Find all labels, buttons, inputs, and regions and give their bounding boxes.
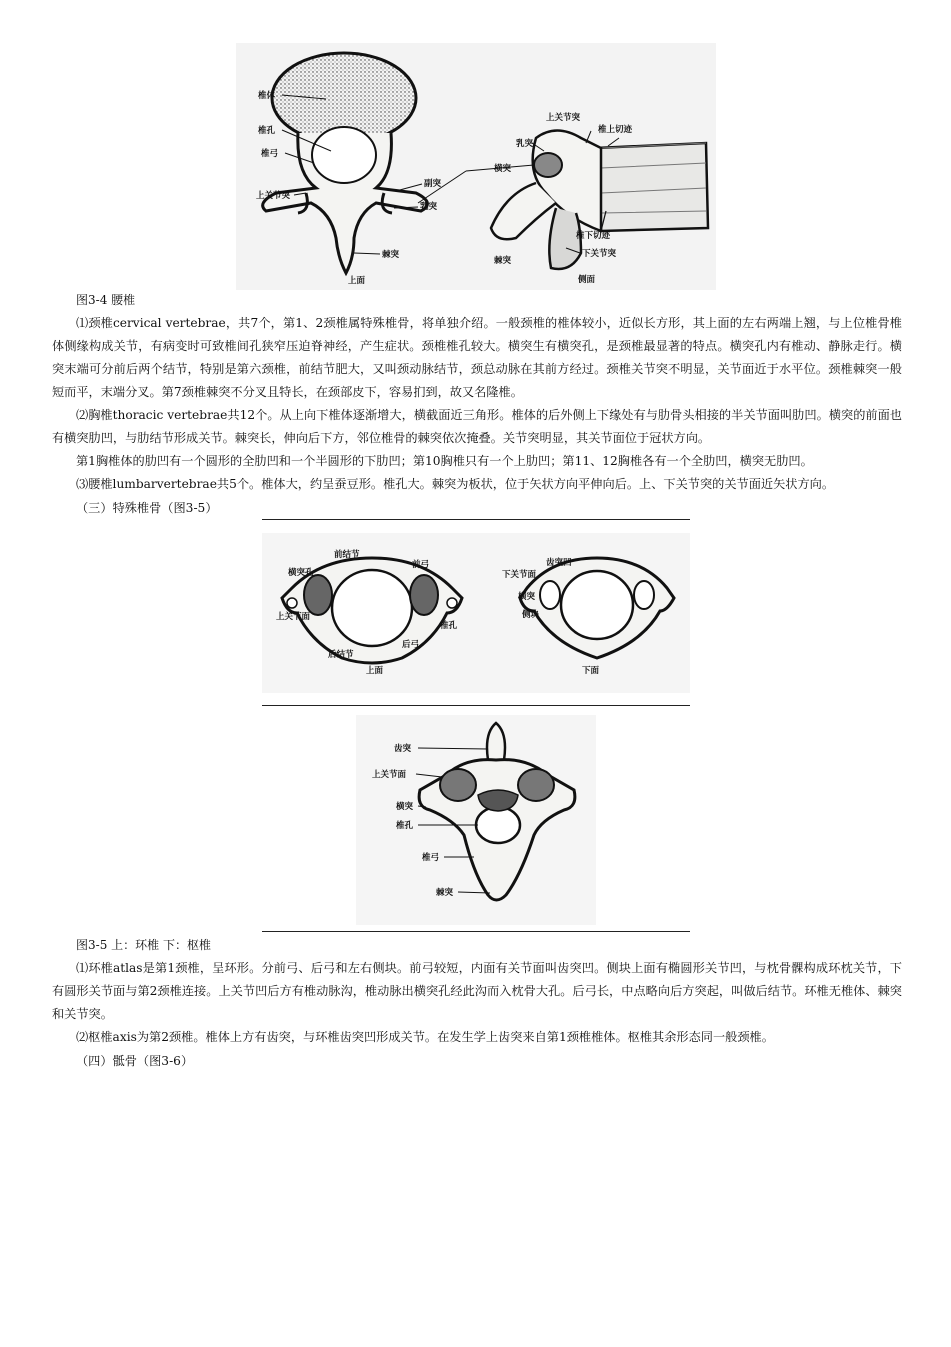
label-posterior-arch: 后弓 [402, 640, 420, 650]
label-superior-articular-facet: 上关节面 [276, 612, 311, 622]
label-vertebral-foramen: 椎孔 [396, 821, 414, 831]
section-special-vertebrae [52, 957, 902, 1049]
figure-3-4-drawing [236, 43, 716, 290]
figure-3-5-atlas [262, 533, 690, 693]
label-vertebral-foramen: 椎孔 [258, 126, 276, 136]
label-superior-articular-process: 上关节突 [256, 191, 291, 201]
section-vertebrae-types [52, 312, 902, 496]
paragraph-thoracic: ⑵胸椎thoracic vertebrae共12个。从上向下椎体逐渐增大，横截面近三角形。椎体的后外侧上下缘处有与肋骨头相接的半关节面叫肋凹。横突的前面也有横突肋凹，与肋结节形成关节。棘突长，伸向后下方，邻位椎骨的棘突依次掩叠。关节突明显，其关节面位于冠状方向。 [52, 408, 902, 445]
label-inferior-vertebral-notch: 椎下切迹 [576, 231, 611, 241]
paragraph-axis: ⑵枢椎axis为第2颈椎。椎体上方有齿突，与环椎齿突凹形成关节。在发生学上齿突来自第1颈椎椎体。枢椎其余形态同一般颈椎。 [76, 1030, 774, 1044]
figure-3-5-caption: 图3-5 上：环椎 下：枢椎 [76, 938, 211, 952]
label-inferior-view: 下面 [582, 666, 600, 676]
label-transverse-process: 横突 [518, 592, 536, 602]
label-vertebral-arch: 椎弓 [422, 853, 440, 863]
figure-3-4-caption: 图3-4 腰椎 [76, 293, 136, 307]
label-anterior-arch: 前弓 [412, 560, 430, 570]
paragraph-lumbar: ⑶腰椎lumbarvertebrae共5个。椎体大，约呈蚕豆形。椎孔大。棘突为板状，位于矢状方向平伸向后。上、下关节突的关节面近矢状方向。 [76, 477, 835, 491]
label-transverse-process: 横突 [396, 802, 414, 812]
label-accessory-process: 副突 [424, 179, 442, 189]
label-vertebral-body: 椎体 [258, 91, 276, 101]
label-vertebral-foramen: 椎孔 [440, 621, 458, 631]
label-superior-view: 上面 [348, 276, 366, 286]
label-superior-vertebral-notch: 椎上切迹 [598, 125, 633, 135]
label-vertebral-arch: 椎弓 [261, 149, 279, 159]
label-inferior-articular-process: 下关节突 [582, 249, 617, 259]
label-transverse-foramen: 横突孔 [288, 568, 314, 578]
label-superior-view: 上面 [366, 666, 384, 676]
label-inferior-articular-facet: 下关节面 [502, 570, 537, 580]
heading-special-vertebrae: （三）特殊椎骨（图3-5） [76, 501, 218, 515]
label-transverse-process: 横突 [494, 164, 512, 174]
label-lateral-mass: 侧块 [522, 610, 540, 620]
paragraph-atlas: ⑴环椎atlas是第1颈椎，呈环形。分前弓、后弓和左右侧块。前弓较短，内面有关节面叫齿突凹。侧块上面有椭圆形关节凹，与枕骨髁构成环枕关节，下有圆形关节面与第2颈椎连接。上关节凹后方有椎动脉沟，椎动脉出横突孔经此沟而入枕骨大孔。后弓长，中点略向后方突起，叫做后结节。环椎无椎体、棘突和关节突。 [52, 961, 902, 1021]
heading-sacrum: （四）骶骨（图3-6） [76, 1054, 194, 1068]
label-posterior-tubercle: 后结节 [328, 650, 354, 660]
label-spinous-process-left: 棘突 [382, 250, 400, 260]
label-dens: 齿突 [394, 744, 412, 754]
paragraph-cervical: ⑴颈椎cervical vertebrae，共7个，第1、2颈椎属特殊椎骨，将单独介绍。一般颈椎的椎体较小，近似长方形，其上面的左右两端上翘，与上位椎骨椎体侧缘构成关节，有病变时可致椎间孔狭窄压迫脊神经，产生症状。颈椎椎孔较大。横突生有横突孔，是颈椎最显著的特点。横突孔内有椎动、静脉走行。横突末端可分前后两个结节，特别是第六颈椎，前结节肥大，又叫颈动脉结节，颈总动脉在其前方经过。颈椎关节突不明显，关节面近于水平位。颈椎棘突一般短而平，末端分叉。第7颈椎棘突不分叉且特长，在颈部皮下，容易扪到，故又名隆椎。 [52, 316, 902, 399]
label-mammillary-process-left: 乳突 [420, 202, 438, 212]
label-superior-articular-facet: 上关节面 [372, 770, 407, 780]
label-anterior-tubercle: 前结节 [334, 550, 360, 560]
label-dens-facet: 齿突凹 [546, 558, 572, 568]
label-mammillary-process-right: 乳突 [516, 139, 534, 149]
label-spinous-process: 棘突 [436, 888, 454, 898]
label-lateral-view: 侧面 [578, 275, 596, 285]
figure-3-5-axis-drawing [356, 715, 596, 925]
rule-top [262, 519, 690, 520]
rule-bottom [262, 931, 690, 932]
rule-middle [262, 705, 690, 706]
label-spinous-process-right: 棘突 [494, 256, 512, 266]
figure-3-5-atlas-drawing [262, 533, 690, 693]
figure-3-4 [236, 43, 716, 290]
paragraph-thoracic-costal-facets: 第1胸椎体的肋凹有一个圆形的全肋凹和一个半圆形的下肋凹；第10胸椎只有一个上肋凹；第11、12胸椎各有一个全肋凹，横突无肋凹。 [76, 454, 813, 468]
label-superior-articular-process-right: 上关节突 [546, 113, 581, 123]
figure-3-5-axis [356, 715, 596, 925]
